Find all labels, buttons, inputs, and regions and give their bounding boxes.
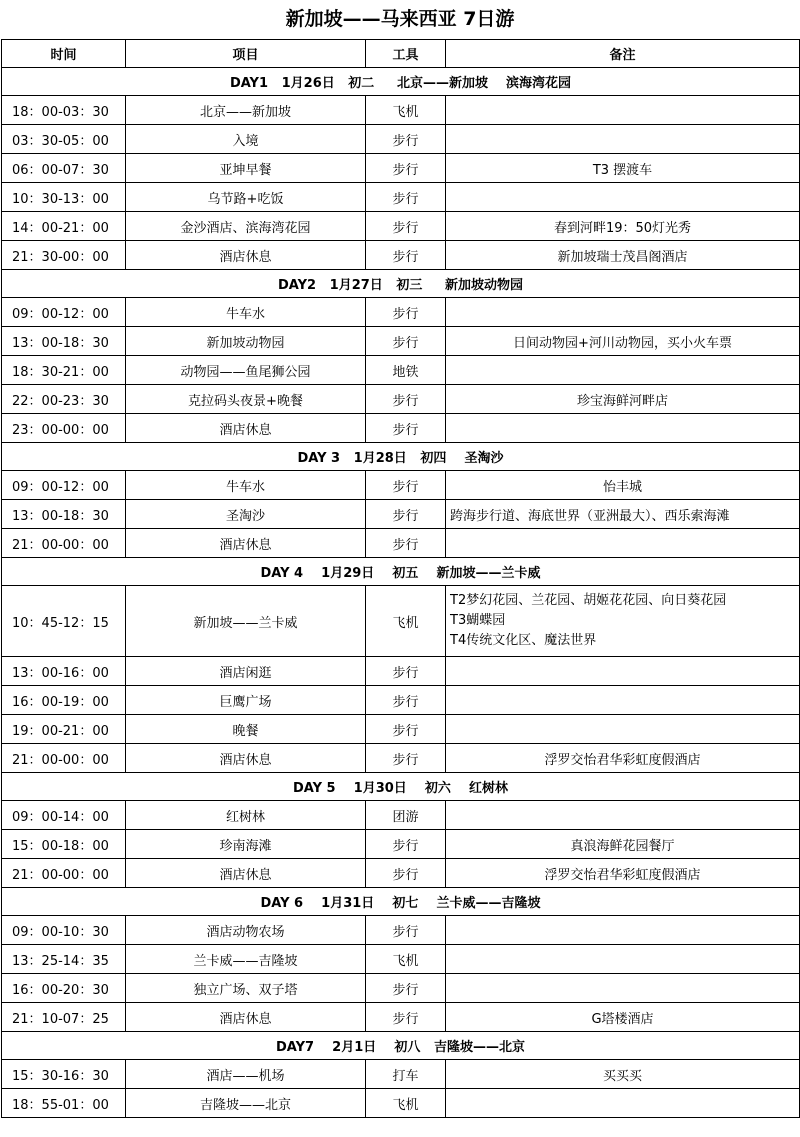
- tool-cell: 步行: [366, 529, 446, 558]
- day-heading: DAY 6 1月31日 初七 兰卡威——吉隆坡: [2, 888, 800, 916]
- table-row: [2, 686, 800, 715]
- itinerary-body: [2, 68, 800, 1118]
- time-cell: 21：00-00：00: [2, 529, 126, 558]
- table-row: [2, 212, 800, 241]
- time-cell: 21：30-00：00: [2, 241, 126, 270]
- time-cell: 18：55-01：00: [2, 1089, 126, 1118]
- tool-cell: 步行: [366, 715, 446, 744]
- table-row: [2, 974, 800, 1003]
- item-cell: 酒店休息: [126, 529, 366, 558]
- item-cell: 克拉码头夜景+晚餐: [126, 385, 366, 414]
- tool-cell: 飞机: [366, 945, 446, 974]
- table-row: [2, 298, 800, 327]
- table-row: [2, 154, 800, 183]
- item-cell: 酒店——机场: [126, 1060, 366, 1089]
- table-row: [2, 1003, 800, 1032]
- tool-cell: 步行: [366, 471, 446, 500]
- time-cell: 15：00-18：00: [2, 830, 126, 859]
- item-cell: 兰卡威——吉隆坡: [126, 945, 366, 974]
- note-cell: [446, 96, 800, 125]
- table-row: [2, 1089, 800, 1118]
- item-cell: 珍南海滩: [126, 830, 366, 859]
- note-cell: 新加坡瑞士茂昌阁酒店: [446, 241, 800, 270]
- time-cell: 21：10-07：25: [2, 1003, 126, 1032]
- tool-cell: 步行: [366, 154, 446, 183]
- tool-cell: 步行: [366, 686, 446, 715]
- time-cell: 18：30-21：00: [2, 356, 126, 385]
- item-cell: 酒店休息: [126, 241, 366, 270]
- day-heading: DAY 4 1月29日 初五 新加坡——兰卡威: [2, 558, 800, 586]
- day-heading-row: [2, 888, 800, 916]
- tool-cell: 步行: [366, 500, 446, 529]
- item-cell: 红树林: [126, 801, 366, 830]
- table-row: [2, 657, 800, 686]
- tool-cell: 步行: [366, 414, 446, 443]
- note-cell: [446, 125, 800, 154]
- tool-cell: 步行: [366, 744, 446, 773]
- table-row: [2, 586, 800, 657]
- table-row: [2, 356, 800, 385]
- table-row: [2, 125, 800, 154]
- day-heading-row: [2, 558, 800, 586]
- time-cell: 15：30-16：30: [2, 1060, 126, 1089]
- day-heading: DAY 5 1月30日 初六 红树林: [2, 773, 800, 801]
- note-cell: [446, 586, 800, 657]
- item-cell: 牛车水: [126, 298, 366, 327]
- item-cell: 晚餐: [126, 715, 366, 744]
- page-title: 新加坡——马来西亚 7日游: [285, 8, 515, 30]
- table-row: [2, 529, 800, 558]
- time-cell: 18：00-03：30: [2, 96, 126, 125]
- tool-cell: 步行: [366, 1003, 446, 1032]
- time-cell: 19：00-21：00: [2, 715, 126, 744]
- note-cell: [446, 945, 800, 974]
- item-cell: 吉隆坡——北京: [126, 1089, 366, 1118]
- item-cell: 动物园——鱼尾狮公园: [126, 356, 366, 385]
- note-cell: 真浪海鲜花园餐厅: [446, 830, 800, 859]
- time-cell: 13：00-16：00: [2, 657, 126, 686]
- table-row: [2, 414, 800, 443]
- note-cell: [446, 801, 800, 830]
- note-cell: 珍宝海鲜河畔店: [446, 385, 800, 414]
- table-row: [2, 801, 800, 830]
- header-tool: 工具: [366, 40, 446, 68]
- note-line: T4传统文化区、魔法世界: [450, 633, 597, 648]
- time-cell: 21：00-00：00: [2, 859, 126, 888]
- header-time: 时间: [2, 40, 126, 68]
- tool-cell: 步行: [366, 212, 446, 241]
- note-cell: 怡丰城: [446, 471, 800, 500]
- table-row: [2, 471, 800, 500]
- day-heading-row: [2, 1032, 800, 1060]
- note-cell: [446, 356, 800, 385]
- tool-cell: 步行: [366, 298, 446, 327]
- note-cell: [446, 686, 800, 715]
- item-cell: 入境: [126, 125, 366, 154]
- time-cell: 09：00-12：00: [2, 298, 126, 327]
- tool-cell: 步行: [366, 974, 446, 1003]
- table-row: [2, 916, 800, 945]
- time-cell: 22：00-23：30: [2, 385, 126, 414]
- note-cell: [446, 529, 800, 558]
- tool-cell: 步行: [366, 241, 446, 270]
- item-cell: 酒店休息: [126, 414, 366, 443]
- table-row: [2, 715, 800, 744]
- time-cell: 13：00-18：30: [2, 500, 126, 529]
- table-row: [2, 96, 800, 125]
- tool-cell: 步行: [366, 830, 446, 859]
- note-cell: [446, 183, 800, 212]
- tool-cell: 步行: [366, 657, 446, 686]
- note-line: T2梦幻花园、兰花园、胡姬花花园、向日葵花园: [450, 593, 727, 608]
- time-cell: 16：00-19：00: [2, 686, 126, 715]
- note-cell: T3 摆渡车: [446, 154, 800, 183]
- item-cell: 酒店休息: [126, 744, 366, 773]
- time-cell: 09：00-12：00: [2, 471, 126, 500]
- tool-cell: 步行: [366, 125, 446, 154]
- day-heading-row: [2, 68, 800, 96]
- table-row: [2, 945, 800, 974]
- day-heading: DAY 3 1月28日 初四 圣淘沙: [2, 443, 800, 471]
- note-cell: 日间动物园+河川动物园，买小火车票: [446, 327, 800, 356]
- time-cell: 13：25-14：35: [2, 945, 126, 974]
- note-cell: [446, 657, 800, 686]
- day-heading: DAY1 1月26日 初二 北京——新加坡 滨海湾花园: [2, 68, 800, 96]
- tool-cell: 步行: [366, 327, 446, 356]
- time-cell: 23：00-00：00: [2, 414, 126, 443]
- header-row: [2, 40, 800, 68]
- table-row: [2, 859, 800, 888]
- day-heading: DAY2 1月27日 初三 新加坡动物园: [2, 270, 800, 298]
- table-row: [2, 1060, 800, 1089]
- note-cell: 买买买: [446, 1060, 800, 1089]
- time-cell: 16：00-20：30: [2, 974, 126, 1003]
- note-cell: [446, 298, 800, 327]
- note-cell: [446, 414, 800, 443]
- tool-cell: 飞机: [366, 586, 446, 657]
- note-cell: 跨海步行道、海底世界（亚洲最大）、西乐索海滩: [446, 500, 800, 529]
- header-item: 项目: [126, 40, 366, 68]
- day-heading-row: [2, 443, 800, 471]
- time-cell: 10：30-13：00: [2, 183, 126, 212]
- tool-cell: 飞机: [366, 96, 446, 125]
- day-heading-row: [2, 773, 800, 801]
- note-cell: [446, 916, 800, 945]
- table-row: [2, 830, 800, 859]
- item-cell: 亚坤早餐: [126, 154, 366, 183]
- tool-cell: 打车: [366, 1060, 446, 1089]
- time-cell: 06：00-07：30: [2, 154, 126, 183]
- header-note: 备注: [446, 40, 800, 68]
- table-row: [2, 744, 800, 773]
- itinerary-table: [1, 39, 800, 1118]
- note-cell: [446, 715, 800, 744]
- tool-cell: 步行: [366, 385, 446, 414]
- item-cell: 北京——新加坡: [126, 96, 366, 125]
- time-cell: 13：00-18：30: [2, 327, 126, 356]
- tool-cell: 步行: [366, 916, 446, 945]
- table-row: [2, 327, 800, 356]
- item-cell: 酒店动物农场: [126, 916, 366, 945]
- table-row: [2, 385, 800, 414]
- note-cell: 春到河畔19：50灯光秀: [446, 212, 800, 241]
- item-cell: 酒店休息: [126, 1003, 366, 1032]
- item-cell: 新加坡动物园: [126, 327, 366, 356]
- note-line: T3蝴蝶园: [450, 613, 506, 628]
- table-row: [2, 241, 800, 270]
- item-cell: 牛车水: [126, 471, 366, 500]
- note-cell: [446, 974, 800, 1003]
- time-cell: 03：30-05：00: [2, 125, 126, 154]
- note-cell: 浮罗交怡君华彩虹度假酒店: [446, 859, 800, 888]
- note-cell: [446, 1089, 800, 1118]
- item-cell: 酒店休息: [126, 859, 366, 888]
- item-cell: 巨鹰广场: [126, 686, 366, 715]
- item-cell: 圣淘沙: [126, 500, 366, 529]
- table-row: [2, 500, 800, 529]
- item-cell: 乌节路+吃饭: [126, 183, 366, 212]
- time-cell: 21：00-00：00: [2, 744, 126, 773]
- tool-cell: 步行: [366, 859, 446, 888]
- time-cell: 09：00-10：30: [2, 916, 126, 945]
- tool-cell: 步行: [366, 183, 446, 212]
- day-heading: DAY7 2月1日 初八 吉隆坡——北京: [2, 1032, 800, 1060]
- item-cell: 新加坡——兰卡威: [126, 586, 366, 657]
- item-cell: 酒店闲逛: [126, 657, 366, 686]
- note-cell: 浮罗交怡君华彩虹度假酒店: [446, 744, 800, 773]
- note-cell: G塔楼酒店: [446, 1003, 800, 1032]
- time-cell: 09：00-14：00: [2, 801, 126, 830]
- item-cell: 金沙酒店、滨海湾花园: [126, 212, 366, 241]
- tool-cell: 地铁: [366, 356, 446, 385]
- tool-cell: 飞机: [366, 1089, 446, 1118]
- table-row: [2, 183, 800, 212]
- time-cell: 10：45-12：15: [2, 586, 126, 657]
- time-cell: 14：00-21：00: [2, 212, 126, 241]
- day-heading-row: [2, 270, 800, 298]
- tool-cell: 团游: [366, 801, 446, 830]
- item-cell: 独立广场、双子塔: [126, 974, 366, 1003]
